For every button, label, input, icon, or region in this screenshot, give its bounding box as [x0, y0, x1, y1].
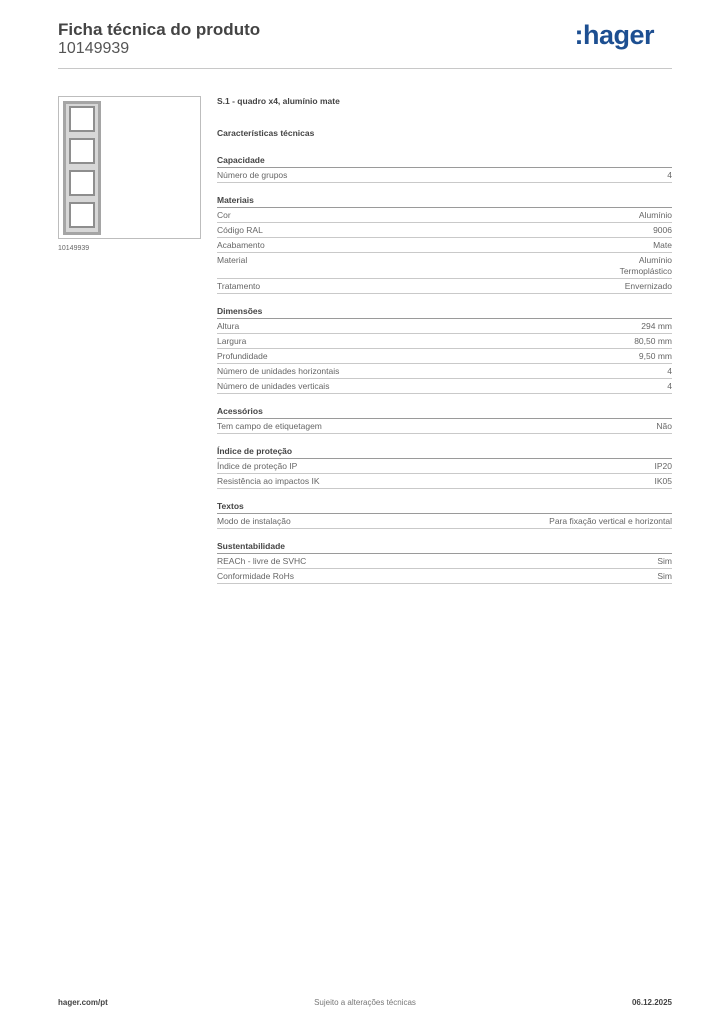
spec-value-line: Termoplástico: [619, 266, 672, 276]
spec-value-line: 9,50 mm: [638, 351, 672, 361]
frame-slot: [69, 202, 95, 228]
spec-value-line: Alumínio: [638, 255, 672, 265]
spec-value-line: IP20: [654, 461, 672, 471]
spec-label: Índice de proteção IP: [217, 461, 298, 471]
spec-value-line: Alumínio: [638, 210, 672, 220]
spec-label: Resistência ao impactos IK: [217, 476, 320, 486]
footer-notice: Sujeito a alterações técnicas: [314, 998, 416, 1007]
spec-label: Código RAL: [217, 225, 263, 235]
frame-slot: [69, 170, 95, 196]
spec-value: [655, 461, 673, 472]
spec-label: Largura: [217, 336, 247, 346]
spec-value-line: Sim: [657, 571, 672, 581]
spec-value-line: IK05: [654, 476, 672, 486]
spec-label: Modo de instalação: [217, 516, 291, 526]
spec-row: [217, 419, 672, 434]
spec-row: [217, 379, 672, 394]
frame-slot: [69, 106, 95, 132]
spec-label: Tratamento: [217, 281, 261, 291]
spec-value-line: 4: [667, 170, 672, 180]
spec-value-line: Sim: [657, 556, 672, 566]
spec-value: [657, 556, 672, 567]
characteristics-heading: Características técnicas: [217, 128, 315, 138]
spec-row: [217, 279, 672, 294]
spec-section: [217, 540, 672, 584]
section-title: Materiais: [217, 194, 672, 208]
spec-value-line: Envernizado: [624, 281, 672, 291]
spec-label: Tem campo de etiquetagem: [217, 421, 322, 431]
frame-slot: [69, 138, 95, 164]
spec-value-line: 80,50 mm: [634, 336, 672, 346]
spec-label: Número de unidades horizontais: [217, 366, 340, 376]
spec-section: [217, 405, 672, 434]
spec-value-line: 9006: [653, 225, 672, 235]
spec-label: Número de grupos: [217, 170, 288, 180]
product-image: [58, 96, 201, 239]
hager-logo: [574, 20, 654, 51]
header-divider: [58, 68, 672, 69]
spec-value: [639, 351, 672, 362]
spec-row: [217, 223, 672, 238]
spec-value: [549, 516, 672, 527]
spec-label: REACh - livre de SVHC: [217, 556, 307, 566]
spec-value: [634, 336, 672, 347]
logo-colon: :: [574, 20, 583, 50]
section-title: Dimensões: [217, 305, 672, 319]
spec-label: Número de unidades verticais: [217, 381, 330, 391]
spec-section: [217, 445, 672, 489]
spec-value-line: Não: [656, 421, 672, 431]
spec-value-line: Para fixação vertical e horizontal: [549, 516, 672, 526]
spec-row: [217, 334, 672, 349]
document-footer: [58, 998, 672, 1012]
spec-row: [217, 474, 672, 489]
section-title: Capacidade: [217, 154, 672, 168]
section-title: Índice de proteção: [217, 445, 672, 459]
page-title: Ficha técnica do produto: [58, 20, 261, 39]
product-reference: 10149939: [58, 40, 130, 57]
spec-value: [655, 476, 673, 487]
spec-label: Conformidade RoHs: [217, 571, 295, 581]
spec-value: [667, 381, 672, 392]
spec-sections: [217, 154, 672, 584]
spec-section: [217, 305, 672, 394]
spec-value-line: 294 mm: [641, 321, 672, 331]
frame-illustration: [63, 101, 101, 235]
spec-row: [217, 569, 672, 584]
spec-value-line: 4: [667, 366, 672, 376]
spec-row: [217, 554, 672, 569]
spec-row: [217, 514, 672, 529]
spec-value: [667, 366, 672, 377]
footer-website[interactable]: hager.com/pt: [58, 998, 108, 1007]
spec-label: Material: [217, 255, 248, 265]
section-title: Textos: [217, 500, 672, 514]
spec-label: Altura: [217, 321, 240, 331]
spec-section: [217, 194, 672, 294]
spec-row: [217, 364, 672, 379]
spec-row: [217, 253, 672, 279]
spec-value: [656, 421, 672, 432]
spec-value-line: Mate: [653, 240, 672, 250]
spec-label: Acabamento: [217, 240, 265, 250]
document-header: [58, 20, 672, 70]
spec-value: [657, 571, 672, 582]
spec-row: [217, 459, 672, 474]
spec-row: [217, 208, 672, 223]
spec-value: [620, 255, 672, 277]
footer-date: 06.12.2025: [631, 998, 672, 1007]
spec-value-line: 4: [667, 381, 672, 391]
spec-value: [641, 321, 672, 332]
spec-section: [217, 500, 672, 529]
spec-value: [653, 240, 672, 251]
spec-row: [217, 238, 672, 253]
image-caption: 10149939: [58, 245, 90, 252]
spec-value: [639, 210, 672, 221]
section-title: Acessórios: [217, 405, 672, 419]
spec-section: [217, 154, 672, 183]
spec-label: Cor: [217, 210, 231, 220]
spec-label: Profundidade: [217, 351, 268, 361]
product-name: S.1 - quadro x4, alumínio mate: [217, 96, 340, 106]
spec-value: [667, 170, 672, 181]
logo-text: hager: [582, 20, 654, 50]
spec-content: [217, 96, 672, 584]
spec-row: [217, 168, 672, 183]
spec-value: [653, 225, 672, 236]
spec-row: [217, 319, 672, 334]
spec-value: [625, 281, 672, 292]
section-title: Sustentabilidade: [217, 540, 672, 554]
spec-row: [217, 349, 672, 364]
